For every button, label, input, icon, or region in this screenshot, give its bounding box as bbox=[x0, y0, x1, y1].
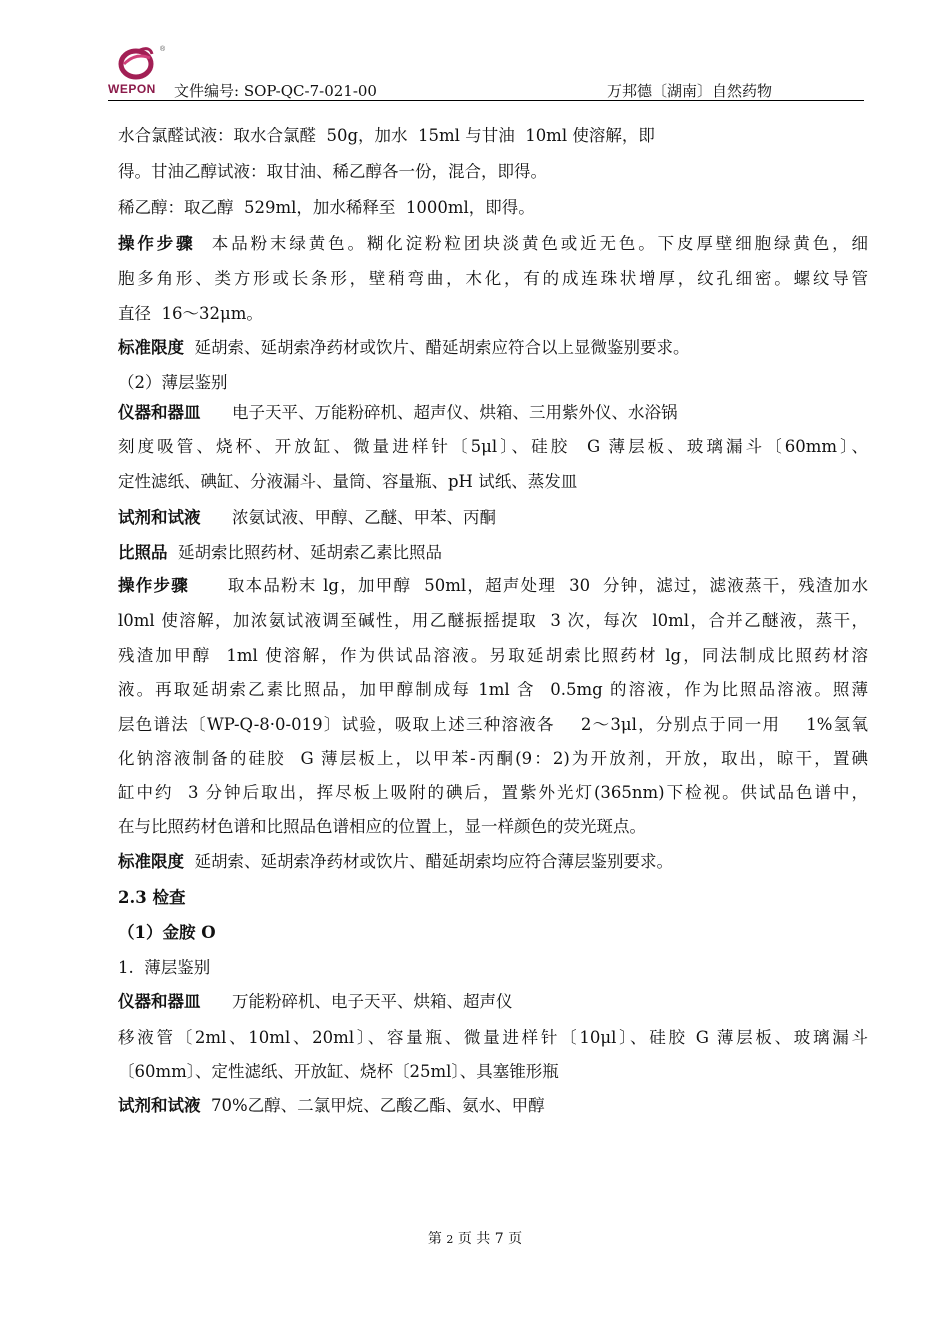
body-line bbox=[118, 300, 263, 324]
line-text: 直径 16～32μm。 bbox=[118, 304, 263, 323]
document-number: 文件编号: SOP-QC-7-021-00 bbox=[174, 82, 377, 100]
line-text: 延胡索比照药材、延胡索乙素比照品 bbox=[167, 543, 442, 562]
body-line bbox=[118, 607, 868, 631]
line-text: 延胡索、延胡索净药材或饮片、醋延胡索均应符合薄层鉴别要求。 bbox=[184, 852, 673, 871]
line-text: 水合氯醛试液：取水合氯醛 50g，加水 15ml 与甘油 10ml 使溶解，即 bbox=[118, 126, 655, 145]
body-line bbox=[118, 158, 547, 182]
footer-page-total: 页 共 7 页 bbox=[457, 1231, 523, 1247]
section-label: 标准限度 bbox=[118, 852, 184, 871]
line-text: 在与比照药材色谱和比照品色谱相应的位置上，显一样颜色的荧光斑点。 bbox=[118, 817, 646, 836]
line-text: 定性滤纸、碘缸、分液漏斗、量筒、容量瓶、pH 试纸、蒸发皿 bbox=[118, 472, 578, 491]
body-line bbox=[118, 539, 442, 563]
line-text: 胞多角形、类方形或长条形，壁稍弯曲，木化，有的成连珠状增厚，纹孔细密。螺纹导管 bbox=[118, 269, 868, 288]
line-text: 1. 薄层鉴别 bbox=[118, 958, 211, 977]
body-line bbox=[118, 433, 868, 457]
body-line bbox=[118, 745, 868, 769]
line-text: 电子天平、万能粉碎机、超声仪、烘箱、三用紫外仪、水浴锅 bbox=[200, 403, 678, 422]
body-line bbox=[118, 711, 868, 735]
line-text: 化钠溶液制备的硅胶 G 薄层板上，以甲苯-丙酮(9：2)为开放剂，开放，取出，晾干，置碘 bbox=[118, 749, 868, 768]
line-text: 延胡索、延胡索净药材或饮片、醋延胡索应符合以上显微鉴别要求。 bbox=[184, 338, 690, 357]
section-label: 试剂和试液 bbox=[118, 1096, 201, 1115]
line-text: （2）薄层鉴别 bbox=[118, 373, 228, 392]
line-text: 刻度吸管、烧杯、开放缸、微量进样针〔5μl〕、硅胶 G 薄层板、玻璃漏斗〔60mm〕、 bbox=[118, 437, 868, 456]
line-text: 移液管〔2ml、10ml、20ml〕、容量瓶、微量进样针〔10μl〕、硅胶 G 薄层板、玻璃漏斗 bbox=[118, 1028, 868, 1047]
section-label: 操作步骤 bbox=[118, 576, 189, 595]
body-line bbox=[118, 194, 535, 218]
body-line bbox=[118, 122, 655, 146]
body-line bbox=[118, 369, 228, 393]
company-name: 万邦德〔湖南〕自然药物 bbox=[606, 82, 772, 100]
section-label: （1）金胺 O bbox=[118, 923, 216, 942]
header-divider bbox=[108, 100, 864, 101]
body-line bbox=[118, 468, 577, 492]
body-line bbox=[118, 919, 216, 943]
line-text: 70%乙醇、二氯甲烷、乙酸乙酯、氨水、甲醇 bbox=[200, 1096, 545, 1115]
line-text: 〔60mm〕、定性滤纸、开放缸、烧杯〔25ml〕、具塞锥形瓶 bbox=[118, 1062, 559, 1081]
body-line bbox=[118, 265, 868, 289]
body-line bbox=[118, 884, 185, 908]
section-label: 操作步骤 bbox=[118, 234, 196, 253]
line-text: l0ml 使溶解，加浓氨试液调至碱性，用乙醚振摇提取 3 次，每次 l0ml，合并乙醚液，蒸干， bbox=[118, 611, 868, 630]
line-text: 本品粉末绿黄色。糊化淀粉粒团块淡黄色或近无色。下皮厚壁细胞绿黄色，细 bbox=[195, 234, 868, 253]
page-header bbox=[108, 44, 864, 102]
logo-mark-icon bbox=[116, 44, 160, 82]
body-line bbox=[118, 779, 868, 803]
line-text: 液。再取延胡索乙素比照品，加甲醇制成每 1ml 含 0.5mg 的溶液，作为比照品溶液。照薄 bbox=[118, 680, 868, 699]
line-text: 缸中约 3 分钟后取出，挥尽板上吸附的碘后，置紫外光灯(365nm)下检视。供试品色谱中， bbox=[118, 783, 868, 802]
body-line bbox=[118, 848, 673, 872]
footer-prefix: 第 bbox=[427, 1231, 442, 1247]
line-text: 浓氨试液、甲醇、乙醚、甲苯、丙酮 bbox=[200, 508, 496, 527]
line-text: 层色谱法〔WP-Q-8·0-019〕试验，吸取上述三种溶液各 2～3μl，分别点于同一用 1%氢氧 bbox=[118, 715, 868, 734]
body-line bbox=[118, 230, 868, 254]
line-text: 稀乙醇：取乙醇 529ml，加水稀释至 1000ml，即得。 bbox=[118, 198, 535, 217]
section-label: 仪器和器皿 bbox=[118, 992, 201, 1011]
body-line bbox=[118, 676, 868, 700]
section-label: 试剂和试液 bbox=[118, 508, 201, 527]
footer-page-number: 2 bbox=[446, 1233, 454, 1246]
page-footer bbox=[0, 1228, 950, 1248]
body-line bbox=[118, 334, 690, 358]
body-line bbox=[118, 988, 512, 1012]
line-text: 万能粉碎机、电子天平、烘箱、超声仪 bbox=[200, 992, 513, 1011]
line-text: 得。甘油乙醇试液：取甘油、稀乙醇各一份，混合，即得。 bbox=[118, 162, 547, 181]
wepon-logo bbox=[108, 44, 172, 100]
registered-mark: ® bbox=[160, 46, 166, 53]
body-line bbox=[118, 504, 496, 528]
body-line bbox=[118, 572, 868, 596]
body-line bbox=[118, 1024, 868, 1048]
body-line bbox=[118, 1092, 545, 1116]
body-line bbox=[118, 1058, 559, 1082]
body-line bbox=[118, 813, 646, 837]
line-text: 取本品粉末 lg，加甲醇 50ml，超声处理 30 分钟，滤过，滤液蒸干，残渣加水 bbox=[188, 576, 868, 595]
logo-wordmark: WEPON bbox=[108, 82, 156, 96]
body-line bbox=[118, 954, 210, 978]
section-label: 标准限度 bbox=[118, 338, 184, 357]
section-label: 2.3 检查 bbox=[118, 888, 186, 907]
body-line bbox=[118, 399, 677, 423]
body-line bbox=[118, 642, 868, 666]
line-text: 残渣加甲醇 1ml 使溶解，作为供试品溶液。另取延胡索比照药材 lg，同法制成比照药材溶 bbox=[118, 646, 868, 665]
section-label: 仪器和器皿 bbox=[118, 403, 201, 422]
section-label: 比照品 bbox=[118, 543, 168, 562]
